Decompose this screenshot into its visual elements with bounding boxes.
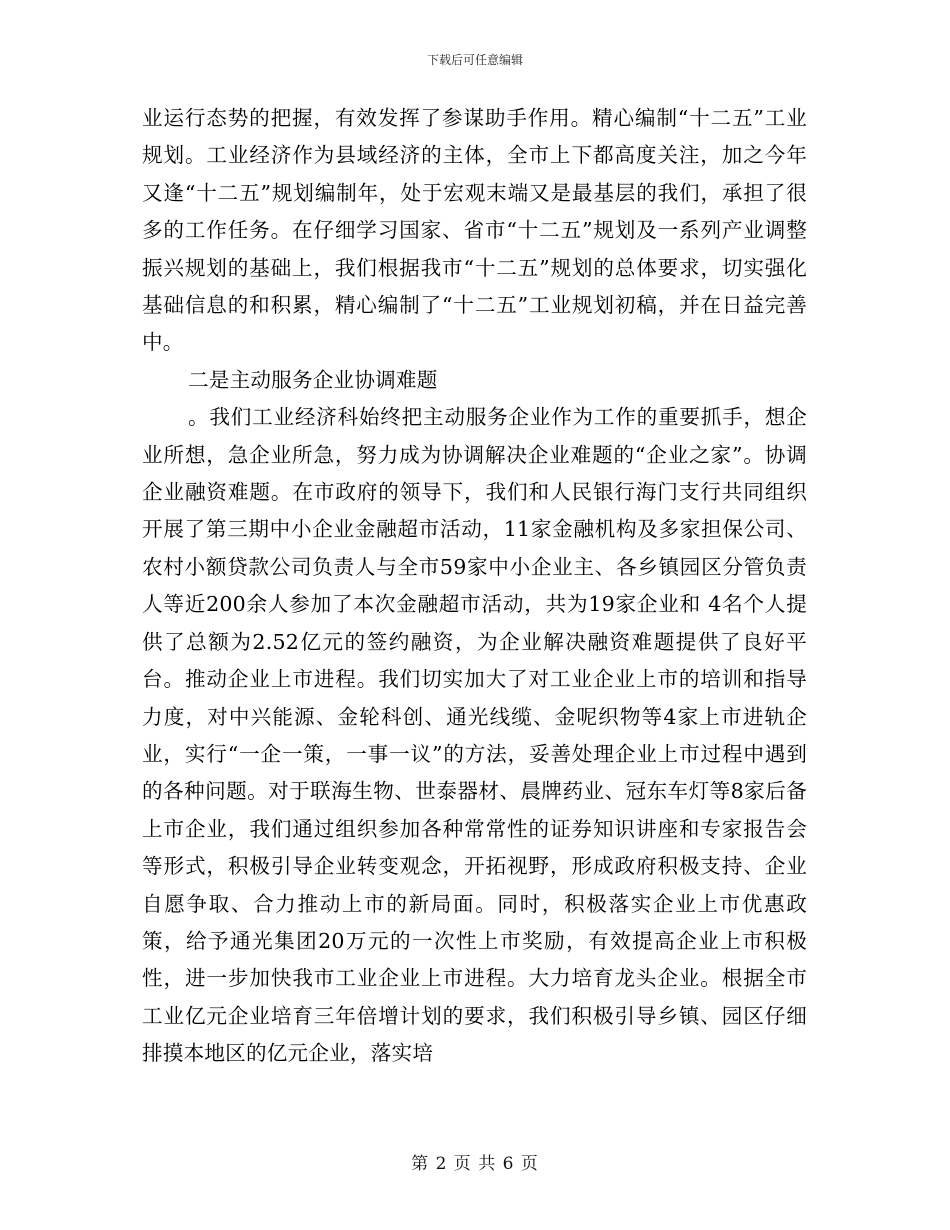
section-heading: 二是主动服务企业协调难题 [188,367,438,392]
body-paragraph: 。我们工业经济科始终把主动服务企业作为工作的重要抓手，想企业所想，急企业所急，努力成为协调解决企业难题的“企业之家”。协调企业融资难题。在市政府的领导下，我们和人民银行海门支行共同组织开展了第三期中小企业金融超市活动，11家金融机构及多家担保公司、农村小额贷款公司负责人与全市59家中小企业主、各乡镇园区分管负责人等近200余人参加了本次金融超市活动，共为19家企业和 4名个人提供了总额为2.52亿元的签约融资，为企业解决融资难题提供了良好平台。推动企业上市进程。我们切实加大了对工业企业上市的培训和指导力度，对中兴能源、金轮科创、通光线缆、金呢织物等4家上市进轨企业，实行“一企一策，一事一议”的方法，妥善处理企业上市过程中遇到的各种问题。对于联海生物、世泰器材、晨牌药业、冠东车灯等8家后备上市企业，我们通过组织参加各种常常性的证券知识讲座和专家报告会等形式，积极引导企业转变观念，开拓视野，形成政府积极支持、企业自愿争取、合力推动上市的新局面。同时，积极落实企业上市优惠政策，给予通光集团20万元的一次性上市奖励，有效提高企业上市积极性，进一步加快我市工业企业上市进程。大力培育龙头企业。根据全市工业亿元企业培育三年倍增计划的要求，我们积极引导乡镇、园区仔细排摸本地区的亿元企业，落实培 [142,405,807,1066]
document-body [142,100,807,1073]
page-number: 第 2 页 共 6 页 [411,1154,539,1174]
page-header: 下载后可任意编辑 [426,53,523,67]
body-paragraph: 业运行态势的把握，有效发挥了参谋助手作用。精心编制“十二五”工业规划。工业经济作为县域经济的主体，全市上下都高度关注，加之今年又逢“十二五”规划编制年，处于宏观末端又是最基层的我们，承担了很多的工作任务。在仔细学习国家、省市“十二五”规划及一系列产业调整振兴规划的基础上，我们根据我市“十二五”规划的总体要求，切实强化基础信息的和积累，精心编制了“十二五”工业规划初稿，并在日益完善中。 [142,106,807,355]
